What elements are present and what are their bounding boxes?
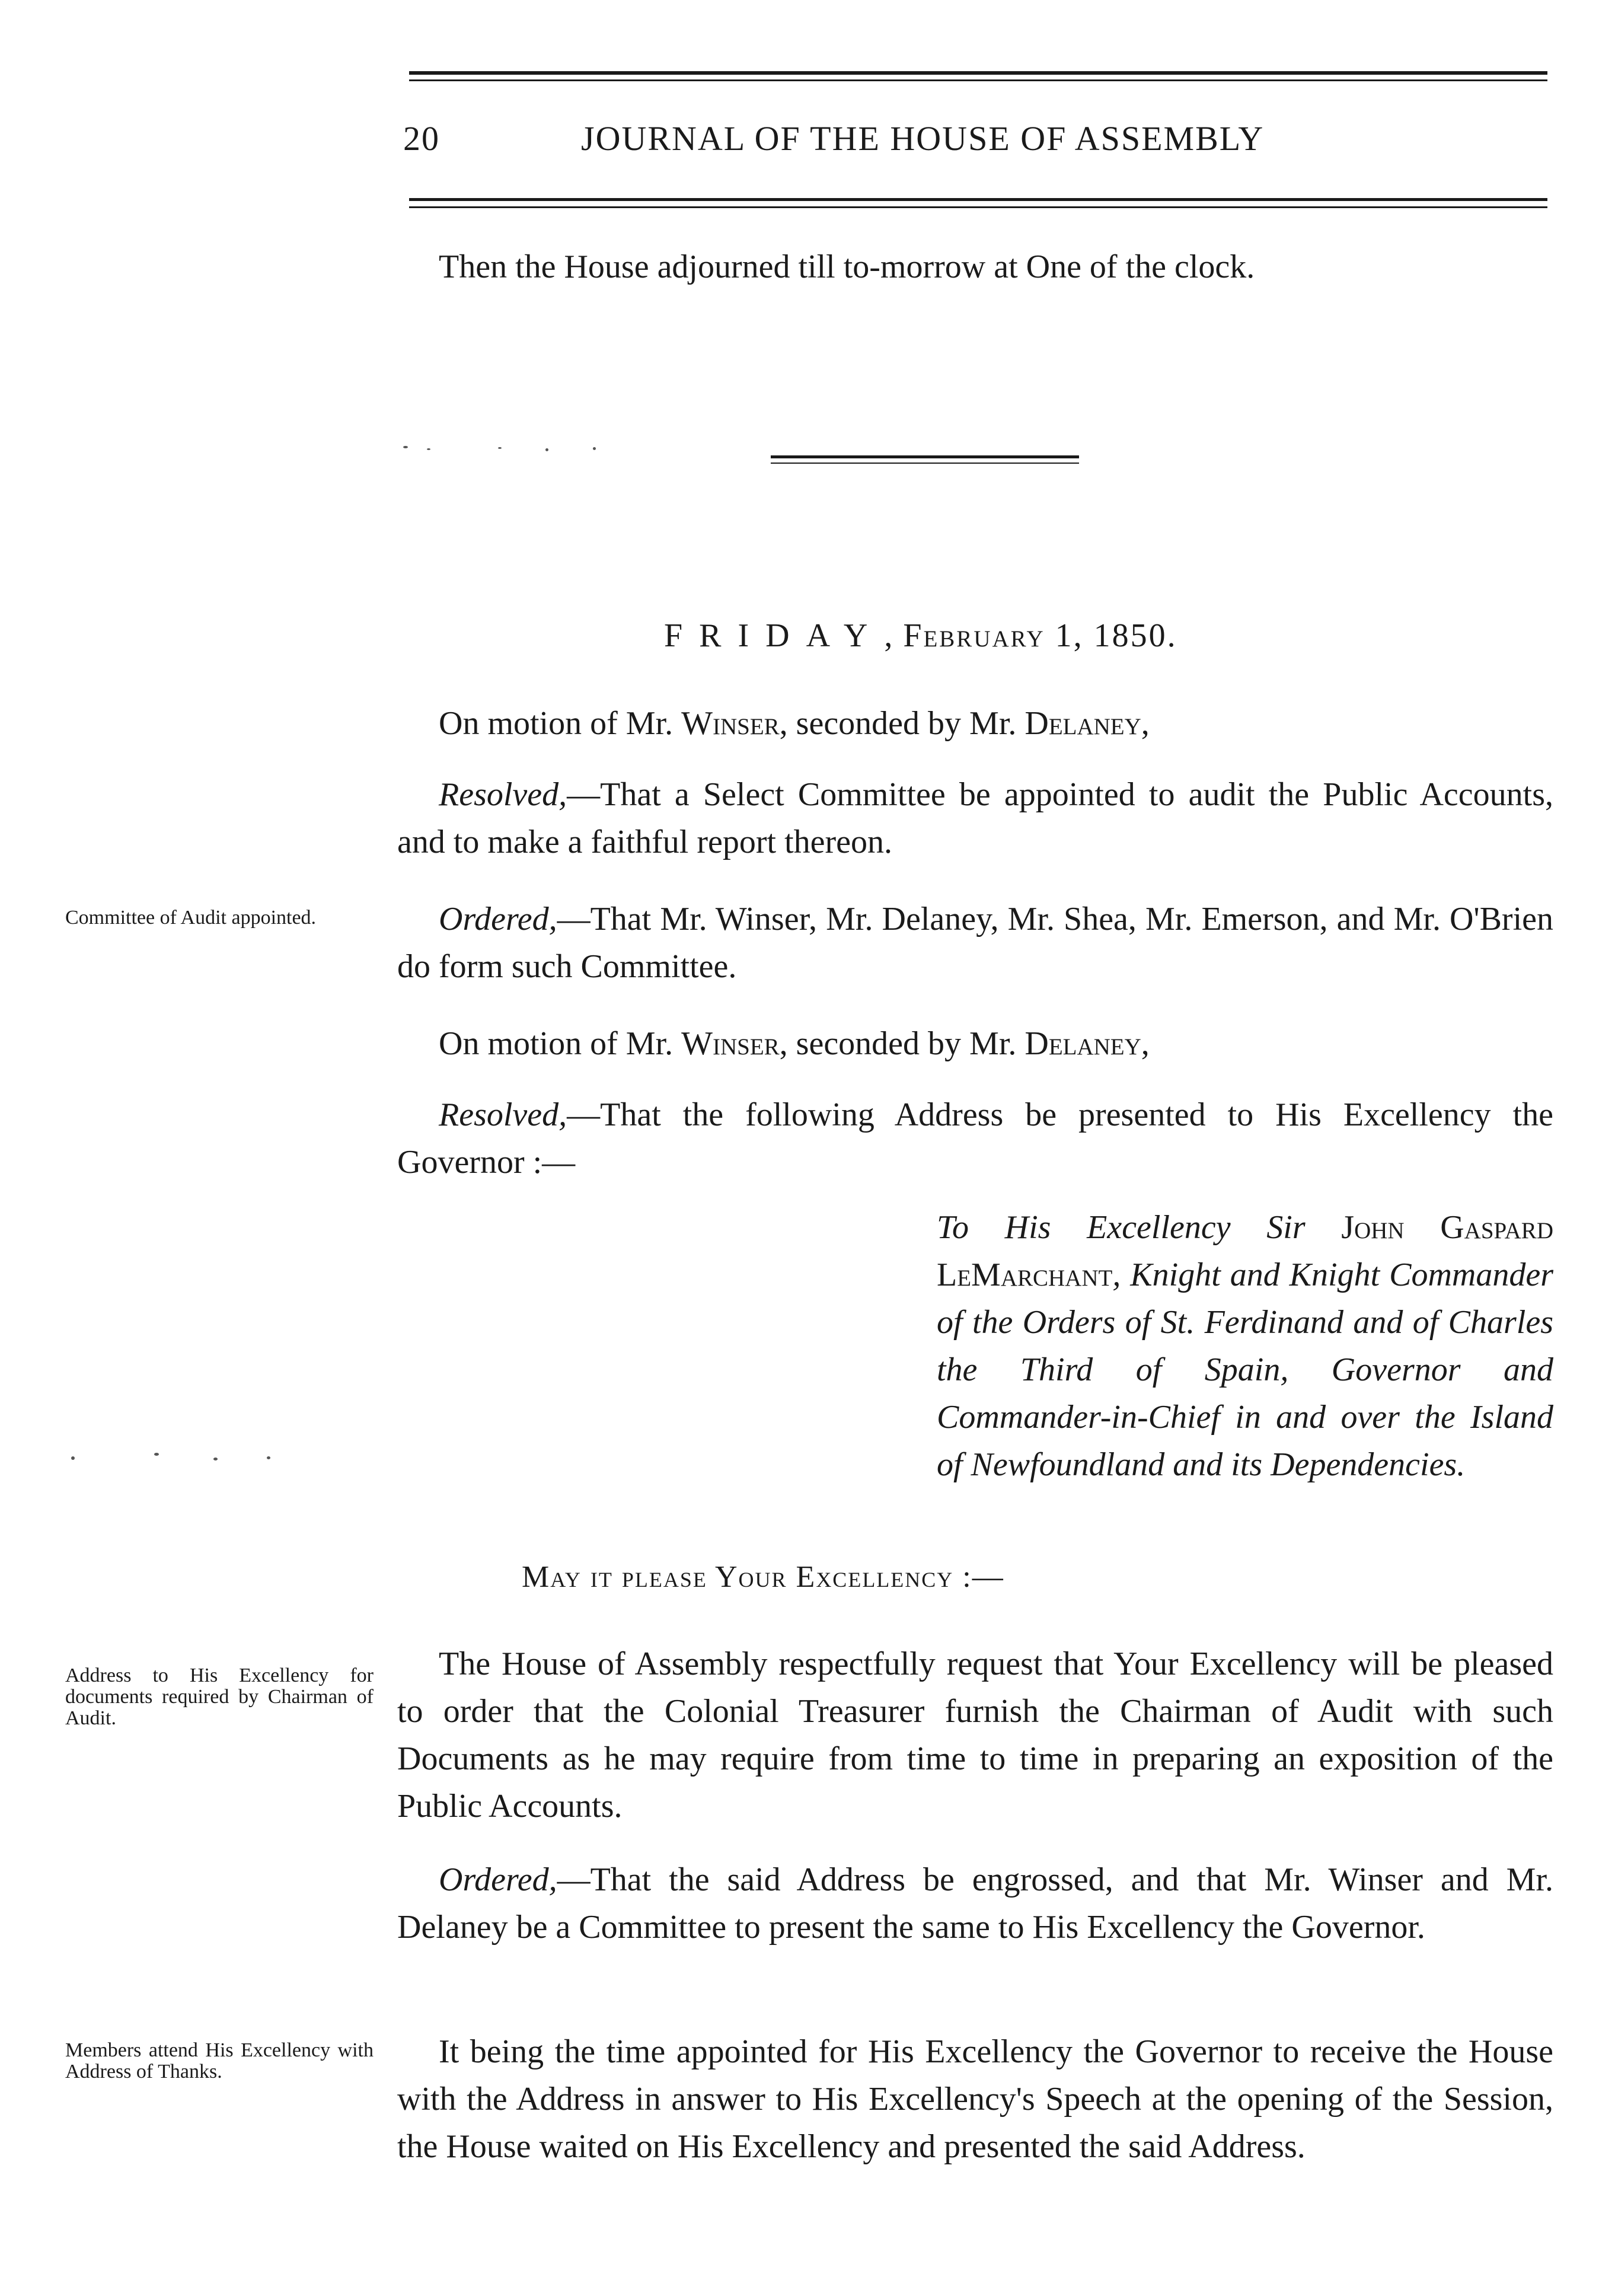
seconder-name: Delaney bbox=[1024, 705, 1141, 742]
ordered-label: Ordered, bbox=[439, 1861, 557, 1898]
running-title: JOURNAL OF THE HOUSE OF ASSEMBLY bbox=[581, 119, 1265, 158]
header-rule-top-thin bbox=[409, 79, 1547, 81]
adjourn-text: Then the House adjourned till to-morrow at One of the clock. bbox=[439, 248, 1255, 285]
scan-speck bbox=[154, 1453, 159, 1456]
header-rule-bottom-thin bbox=[409, 206, 1547, 208]
scan-speck bbox=[498, 447, 502, 449]
address-titles: , Knight and Knight Commander of the Orders of St. Ferdinand and of Charles the Third of Spain, Governor and Commander-in-Chief in and over the Island of Newfoundland and its Dependencies. bbox=[937, 1257, 1553, 1483]
ordered-paragraph-2 bbox=[397, 1856, 1553, 1951]
address-to-prefix: To His Excellency Sir bbox=[937, 1209, 1342, 1246]
resolved-label: Resolved, bbox=[439, 1096, 567, 1133]
governor-first-names: John Gaspard bbox=[1341, 1209, 1553, 1246]
scan-speck bbox=[213, 1458, 218, 1460]
resolved-text: —That the following Address be presented to His Excellency the Governor :— bbox=[397, 1096, 1553, 1181]
scan-speck bbox=[593, 447, 596, 450]
ordered-label: Ordered, bbox=[439, 901, 557, 937]
scan-speck bbox=[545, 448, 548, 451]
salutation bbox=[522, 1560, 1004, 1595]
address-body-paragraph bbox=[397, 1640, 1553, 1830]
scan-speck bbox=[267, 1456, 270, 1459]
ordered-text: —That Mr. Winser, Mr. Delaney, Mr. Shea, Mr. Emerson, and Mr. O'Brien do form such Committee. bbox=[397, 901, 1553, 985]
date-heading: FRIDAY, February 1, 1850. bbox=[664, 617, 1177, 654]
scan-speck bbox=[427, 448, 430, 450]
section-divider bbox=[771, 455, 1079, 458]
day-name: FRIDAY bbox=[664, 617, 885, 654]
adjourn-paragraph bbox=[397, 243, 1553, 291]
section-divider-thin bbox=[771, 463, 1079, 464]
salutation-text: May it please Your Excellency :— bbox=[522, 1560, 1004, 1594]
resolved-paragraph-2 bbox=[397, 1091, 1553, 1186]
resolved-text: —That a Select Committee be appointed to audit the Public Accounts, and to make a faithful report thereon. bbox=[397, 776, 1553, 860]
margin-note-members: Members attend His Excellency with Address of Thanks. bbox=[65, 2039, 374, 2083]
date-text: February 1, 1850. bbox=[903, 617, 1177, 654]
page-number: 20 bbox=[403, 119, 440, 158]
margin-note-address: Address to His Excellency for documents required by Chairman of Audit. bbox=[65, 1664, 374, 1729]
motion-suffix: , bbox=[1141, 1025, 1150, 1062]
address-recipient bbox=[937, 1204, 1553, 1488]
governor-surname: LeMarchant bbox=[937, 1257, 1113, 1293]
scan-speck bbox=[403, 446, 408, 448]
scan-speck bbox=[71, 1456, 75, 1460]
motion-prefix: On motion of Mr. bbox=[439, 1025, 682, 1062]
motion-paragraph-1 bbox=[397, 700, 1553, 747]
seconder-name: Delaney bbox=[1024, 1025, 1141, 1062]
resolved-paragraph-1 bbox=[397, 771, 1553, 866]
ordered-paragraph-1 bbox=[397, 895, 1553, 990]
header-rule-top bbox=[409, 71, 1547, 75]
motion-paragraph-2 bbox=[397, 1020, 1553, 1067]
final-paragraph-text: It being the time appointed for His Excellency the Governor to receive the House with the Address in answer to His Excellency's Speech at the opening of the Session, the House waited on His Excellency and presented the said Address. bbox=[397, 2033, 1553, 2165]
resolved-label: Resolved, bbox=[439, 776, 567, 813]
motion-middle: , seconded by Mr. bbox=[779, 1025, 1025, 1062]
motion-middle: , seconded by Mr. bbox=[779, 705, 1025, 742]
motion-suffix: , bbox=[1141, 705, 1150, 742]
ordered-text: —That the said Address be engrossed, and that Mr. Winser and Mr. Delaney be a Committee to present the same to His Excellency the Governor. bbox=[397, 1861, 1553, 1946]
mover-name: Winser bbox=[681, 1025, 780, 1062]
final-paragraph bbox=[397, 2028, 1553, 2170]
header-rule-bottom bbox=[409, 198, 1547, 201]
mover-name: Winser bbox=[681, 705, 780, 742]
address-body-text: The House of Assembly respectfully request that Your Excellency will be pleased to order that the Colonial Treasurer furnish the Chairman of Audit with such Documents as he may require from time to time in preparing an exposition of the Public Accounts. bbox=[397, 1646, 1553, 1825]
motion-prefix: On motion of Mr. bbox=[439, 705, 682, 742]
margin-note-committee: Committee of Audit appointed. bbox=[65, 907, 317, 929]
